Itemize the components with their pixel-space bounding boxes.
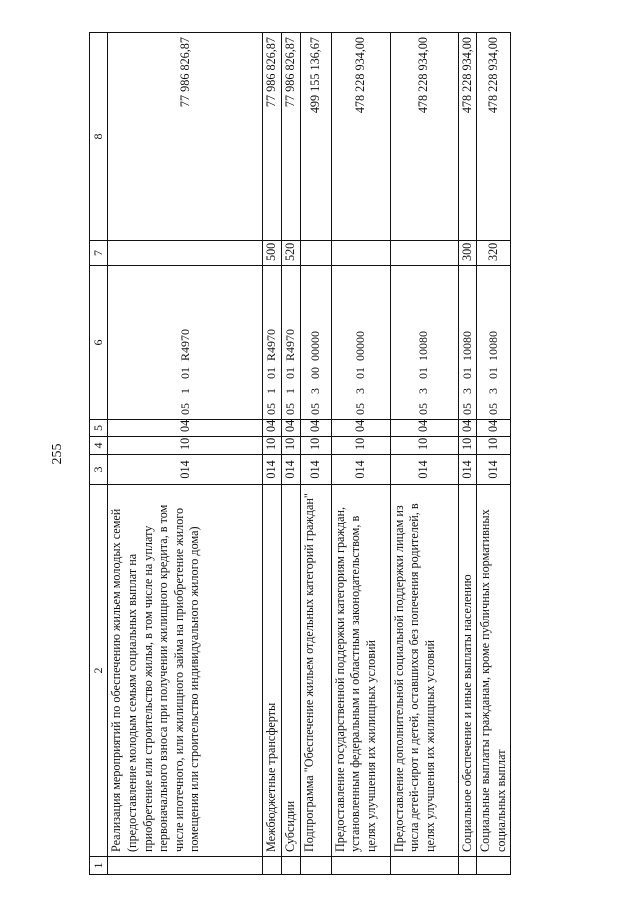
row-col5: 04 — [331, 420, 390, 437]
row-col5: 04 — [300, 420, 331, 437]
row-col4: 10 — [331, 437, 390, 455]
row-name: Предоставление дополнительной социальной поддержки лицам из числа детей-сирот и детей, оставшихся без попечения родителей, в целях улучшения их жилищных условий — [390, 485, 458, 857]
row-col3: 014 — [390, 455, 458, 485]
table-row — [331, 33, 390, 875]
header-col-8: 8 — [90, 33, 108, 241]
row-num-cell — [458, 857, 477, 875]
row-col6: 05 3 00 00000 — [300, 266, 331, 420]
header-col-6: 6 — [90, 266, 108, 420]
row-col4: 10 — [300, 437, 331, 455]
row-amount: 77 986 826,87 — [281, 33, 300, 241]
table-row — [390, 33, 458, 875]
row-col7 — [390, 241, 458, 266]
header-col-2: 2 — [90, 485, 108, 857]
row-col4: 10 — [477, 437, 511, 455]
row-name: Реализация мероприятий по обеспечению жильем молодых семей (предоставление молодым семьям социальных выплат на приобретение или строительство жилья, в том числе на уплату первоначального взноса при получении жилищного кредита, в том числе ипотечного, или жилищного займа на приобретение жилого помещения или строительство индивидуального жилого дома) — [108, 485, 263, 857]
row-col6: 05 1 01 R4970 — [108, 266, 263, 420]
budget-table — [89, 32, 511, 875]
row-col7 — [108, 241, 263, 266]
row-num-cell — [390, 857, 458, 875]
row-col6: 05 1 01 R4970 — [281, 266, 300, 420]
row-col7: 320 — [477, 241, 511, 266]
row-col3: 014 — [108, 455, 263, 485]
row-num-cell — [477, 857, 511, 875]
table-row — [263, 33, 282, 875]
budget-table-rotated — [89, 33, 508, 875]
row-col3: 014 — [263, 455, 282, 485]
header-col-5: 5 — [90, 420, 108, 437]
row-col3: 014 — [331, 455, 390, 485]
row-name: Межбюджетные трансферты — [263, 485, 282, 857]
row-name: Предоставление государственной поддержки категориям граждан, установленным федеральным и областным законодательством, в целях улучшения их жилищных условий — [331, 485, 390, 857]
row-num-cell — [108, 857, 263, 875]
row-col7 — [331, 241, 390, 266]
row-name: Субсидии — [281, 485, 300, 857]
row-col4: 10 — [263, 437, 282, 455]
row-col6: 05 3 01 00000 — [331, 266, 390, 420]
header-col-7: 7 — [90, 241, 108, 266]
row-num-cell — [300, 857, 331, 875]
table-row — [281, 33, 300, 875]
row-amount: 77 986 826,87 — [108, 33, 263, 241]
row-num-cell — [263, 857, 282, 875]
row-num-cell — [331, 857, 390, 875]
row-amount: 478 228 934,00 — [331, 33, 390, 241]
row-col5: 04 — [477, 420, 511, 437]
row-col4: 10 — [108, 437, 263, 455]
row-col5: 04 — [390, 420, 458, 437]
row-col3: 014 — [300, 455, 331, 485]
row-col6: 05 1 01 R4970 — [263, 266, 282, 420]
row-col3: 014 — [281, 455, 300, 485]
row-col5: 04 — [281, 420, 300, 437]
row-col3: 014 — [458, 455, 477, 485]
table-row — [300, 33, 331, 875]
row-num-cell — [281, 857, 300, 875]
row-col4: 10 — [458, 437, 477, 455]
row-amount: 478 228 934,00 — [477, 33, 511, 241]
row-col5: 04 — [263, 420, 282, 437]
row-col6: 05 3 01 10080 — [390, 266, 458, 420]
row-col6: 05 3 01 10080 — [458, 266, 477, 420]
row-name: Социальные выплаты гражданам, кроме публичных нормативных социальных выплат — [477, 485, 511, 857]
row-name: Подпрограмма "Обеспечение жильем отдельных категорий граждан" — [300, 485, 331, 857]
row-col5: 04 — [458, 420, 477, 437]
row-col7: 300 — [458, 241, 477, 266]
row-col4: 10 — [390, 437, 458, 455]
row-col5: 04 — [108, 420, 263, 437]
header-col-4: 4 — [90, 437, 108, 455]
header-col-3: 3 — [90, 455, 108, 485]
row-col7: 500 — [263, 241, 282, 266]
row-amount: 478 228 934,00 — [390, 33, 458, 241]
row-amount: 77 986 826,87 — [263, 33, 282, 241]
row-amount: 499 155 136,67 — [300, 33, 331, 241]
table-row — [477, 33, 511, 875]
header-col-1: 1 — [90, 857, 108, 875]
row-col6: 05 3 01 10080 — [477, 266, 511, 420]
row-name: Социальное обеспечение и иные выплаты населению — [458, 485, 477, 857]
row-col7 — [300, 241, 331, 266]
table-row — [458, 33, 477, 875]
page-number: 255 — [50, 443, 65, 465]
row-col4: 10 — [281, 437, 300, 455]
header-row — [90, 33, 108, 875]
row-col7: 520 — [281, 241, 300, 266]
row-col3: 014 — [477, 455, 511, 485]
row-amount: 478 228 934,00 — [458, 33, 477, 241]
table-row — [108, 33, 263, 875]
